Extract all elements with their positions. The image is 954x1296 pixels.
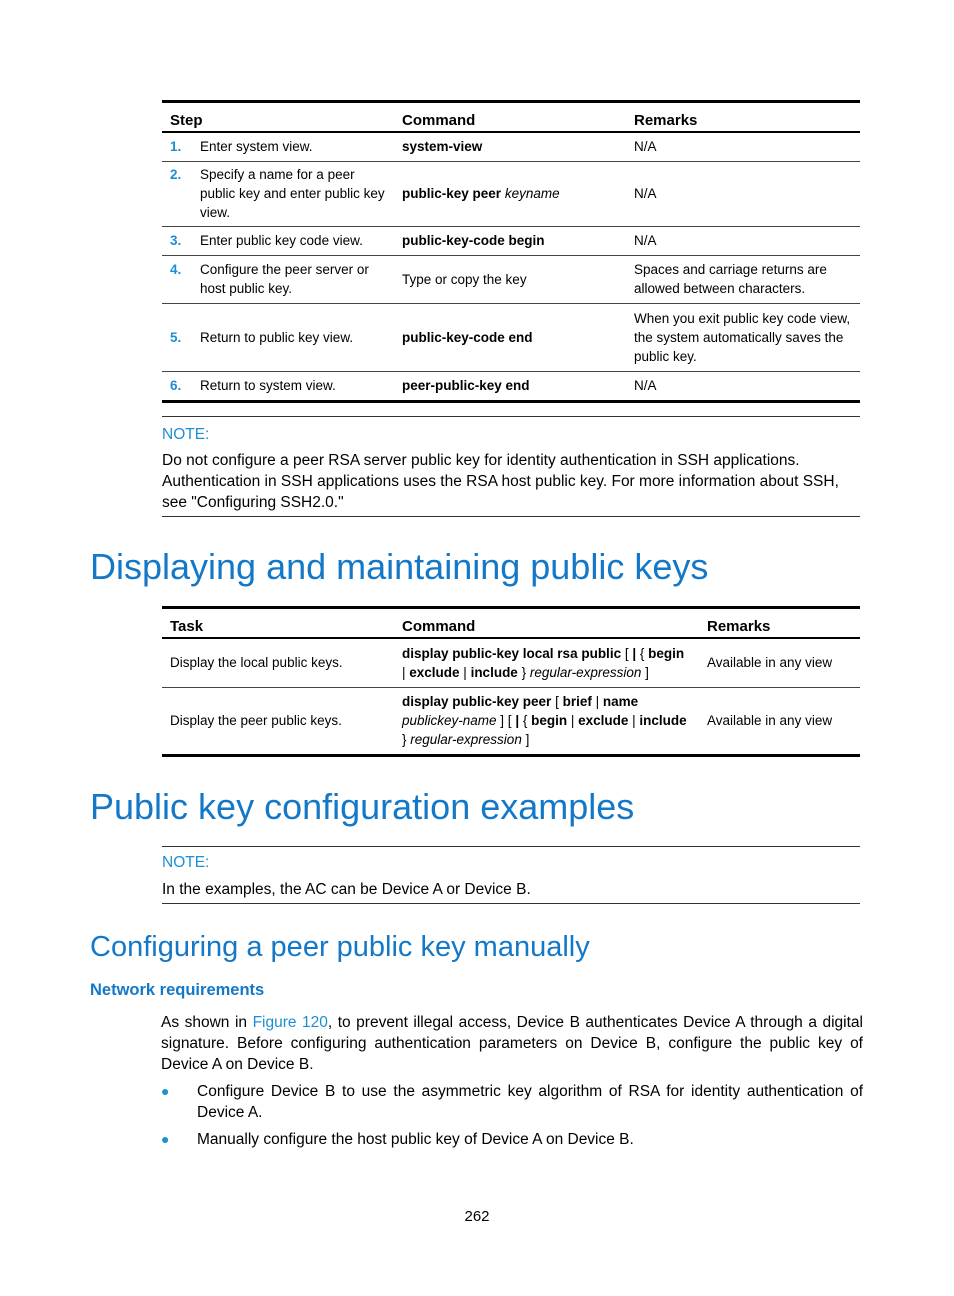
command-syntax: display public-key local rsa public [ | { begin | exclude | include } regular-expression ] [394, 638, 699, 687]
bullet-icon: ● [161, 1083, 170, 1099]
command-keyword: system-view [402, 139, 483, 155]
subsection-heading: Configuring a peer public key manually [90, 931, 590, 963]
step-text: Return to system view. [200, 378, 336, 393]
step-number: 4. [170, 262, 182, 277]
page-number: 262 [464, 1208, 490, 1225]
step-text: Specify a name for a peer public key and enter public key view. [200, 167, 385, 220]
step-number: 1. [170, 139, 182, 155]
col-header-step: Step [162, 102, 394, 133]
col-header-command: Command [394, 608, 699, 639]
section-heading: Displaying and maintaining public keys [90, 546, 709, 587]
table-row [162, 255, 860, 303]
note-text: In the examples, the AC can be Device A or Device B. [162, 881, 531, 898]
step-text: Return to public key view. [200, 329, 354, 345]
command-keyword: public-key peer [402, 186, 502, 201]
table-row [162, 371, 860, 401]
remarks: N/A [626, 132, 860, 161]
table-row [162, 132, 860, 161]
remarks: N/A [626, 161, 860, 226]
step-text: Configure the peer server or host public key. [200, 262, 369, 296]
note-box [162, 416, 860, 517]
remarks: Available in any view [699, 638, 860, 687]
table-row [162, 638, 860, 687]
bullet-list [161, 1081, 863, 1150]
list-item: ● Configure Device B to use the asymmetric key algorithm of RSA for identity authentication of Device A. [161, 1083, 863, 1121]
table-row [162, 161, 860, 226]
task-text: Display the peer public keys. [162, 687, 394, 755]
section-heading: Public key configuration examples [90, 786, 635, 827]
command-keyword: peer-public-key end [402, 378, 530, 393]
col-header-command: Command [394, 102, 626, 133]
table-row [162, 303, 860, 371]
sub-subsection-heading: Network requirements [90, 981, 265, 999]
step-number: 2. [170, 167, 182, 182]
bullet-icon: ● [161, 1131, 170, 1147]
col-header-remarks: Remarks [699, 608, 860, 639]
remarks: N/A [626, 226, 860, 255]
note-text: Do not configure a peer RSA server public key for identity authentication in SSH applications. Authentication in SSH applications uses the RSA host public key. For more information about SSH, see "Configuring SSH2.0." [162, 452, 839, 511]
remarks: When you exit public key code view, the system automatically saves the public key. [626, 303, 860, 371]
task-text: Display the local public keys. [162, 638, 394, 687]
config-steps-table [162, 100, 860, 403]
paragraph: As shown in Figure 120, to prevent illegal access, Device B authenticates Device A through a digital signature. Before configuring authentication parameters on Device B, configure the public key of Device A on Device B. [161, 1014, 863, 1073]
col-header-remarks: Remarks [626, 102, 860, 133]
command-argument: keyname [504, 186, 560, 201]
step-text: Enter public key code view. [200, 233, 363, 248]
step-number: 5. [170, 329, 182, 345]
table-row [162, 687, 860, 755]
command-text: Type or copy the key [394, 255, 626, 303]
step-number: 6. [170, 378, 182, 393]
step-text: Enter system view. [200, 139, 313, 155]
note-label: NOTE: [162, 426, 210, 443]
step-number: 3. [170, 233, 182, 248]
figure-link[interactable]: Figure 120 [252, 1014, 328, 1031]
note-box [162, 846, 860, 904]
remarks: Spaces and carriage returns are allowed between characters. [626, 255, 860, 303]
table-row [162, 226, 860, 255]
command-keyword: public-key-code begin [402, 233, 545, 248]
command-syntax: display public-key peer [ brief | name publickey-name ] [ | { begin | exclude | include } regular-expression ] [394, 687, 699, 755]
note-label: NOTE: [162, 854, 210, 871]
command-keyword: public-key-code end [402, 329, 533, 345]
display-commands-table [162, 606, 860, 757]
remarks: N/A [626, 371, 860, 401]
list-item: ● Manually configure the host public key of Device A on Device B. [161, 1131, 634, 1148]
col-header-task: Task [162, 608, 394, 639]
remarks: Available in any view [699, 687, 860, 755]
